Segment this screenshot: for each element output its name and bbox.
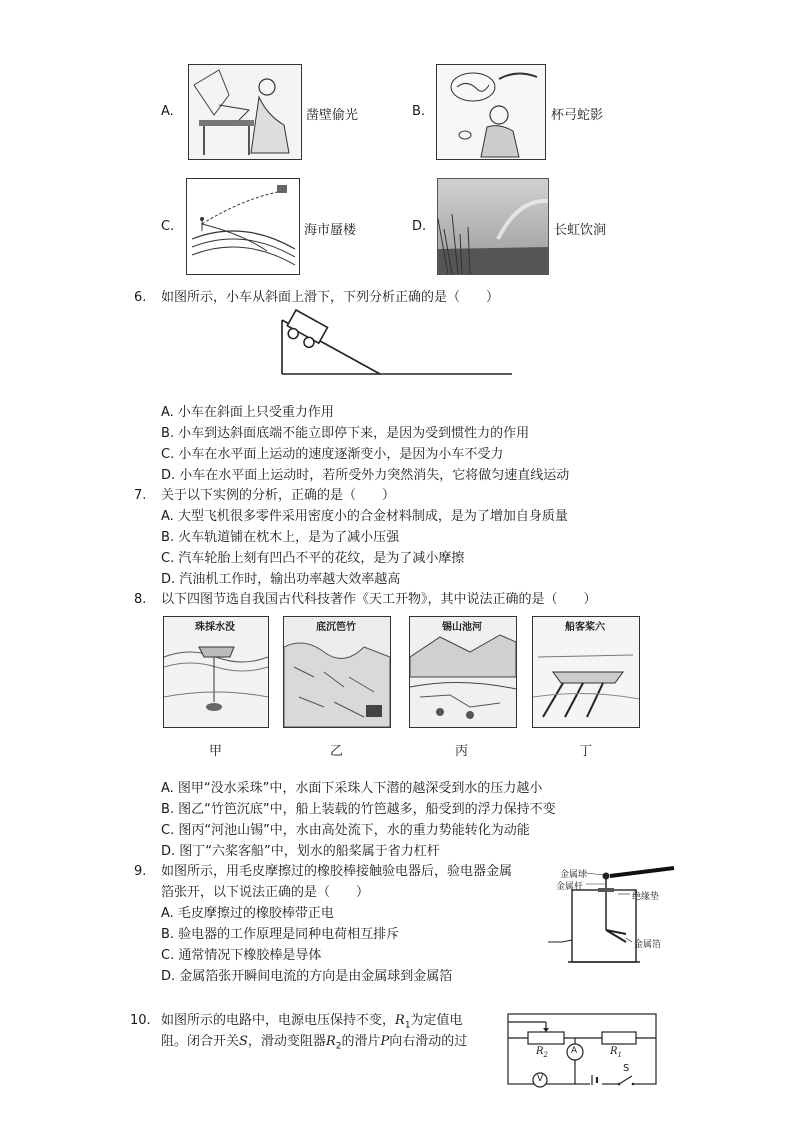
q7-option-c: C. 汽车轮胎上刻有凹凸不平的花纹，是为了减小摩擦 [161, 551, 465, 566]
q8-panel-jia-label: 甲 [209, 744, 223, 759]
q6-incline-figure [280, 306, 515, 378]
q7-option-d: D. 汽油机工作时，输出功率越大效率越高 [161, 572, 401, 587]
q7-option-b: B. 火车轨道铺在枕木上，是为了减小压强 [161, 530, 400, 545]
q5-option-d-letter: D. [412, 219, 427, 234]
q6-option-c: C. 小车在水平面上运动的速度逐渐变小，是因为小车不受力 [161, 447, 504, 462]
q9-option-a: A. 毛皮摩擦过的橡胶棒带正电 [161, 906, 334, 921]
q10-stem-line2: 阻。闭合开关S，滑动变阻器$R_2$的滑片P向右滑动的过 [161, 1034, 468, 1052]
q7-stem: 关于以下实例的分析，正确的是（ ） [161, 488, 396, 503]
q5-option-b-caption: 杯弓蛇影 [551, 108, 604, 123]
q9-stem-line1: 如图所示，用毛皮摩擦过的橡胶棒接触验电器后，验电器金属 [161, 864, 513, 879]
q8-option-b: B. 图乙“竹笆沉底”中，船上装载的竹笆越多，船受到的浮力保持不变 [161, 802, 556, 817]
q10-ammeter-icon: A [571, 1046, 578, 1056]
q5-option-d-caption: 长虹饮涧 [554, 223, 607, 238]
q9-option-d: D. 金属箔张开瞬间电流的方向是由金属球到金属箔 [161, 969, 453, 984]
q5-option-c-caption: 海市蜃楼 [304, 223, 357, 238]
q8-option-d: D. 图丁“六桨客船”中，划水的船桨属于省力杠杆 [161, 844, 440, 859]
q9-option-b: B. 验电器的工作原理是同种电荷相互排斥 [161, 927, 400, 942]
q6-option-d: D. 小车在水平面上运动时，若所受外力突然消失，它将做匀速直线运动 [161, 468, 570, 483]
q8-option-a: A. 图甲“没水采珠”中，水面下采珠人下潜的越深受到水的压力越小 [161, 781, 543, 796]
q5-option-c-image [186, 178, 300, 275]
q5-option-b-letter: B. [412, 104, 426, 119]
q8-panel-bing-label: 丙 [455, 744, 469, 759]
q10-label-r2: $R_2$ [536, 1046, 548, 1059]
q6-option-a: A. 小车在斜面上只受重力作用 [161, 405, 334, 420]
q9-label-rod: 金属杆 [556, 882, 584, 892]
q8-number: 8. [134, 592, 147, 607]
q8-panel-ding-label: 丁 [579, 744, 593, 759]
q10-stem-line1: 如图所示的电路中，电源电压保持不变，$R_1$为定值电 [161, 1013, 463, 1031]
q6-number: 6. [134, 290, 147, 305]
q8-panel-ding-title: 船客桨六 [565, 622, 605, 633]
q10-switch-label: S [623, 1063, 630, 1074]
q9-number: 9. [134, 864, 147, 879]
q6-option-b: B. 小车到达斜面底端不能立即停下来，是因为受到惯性力的作用 [161, 426, 530, 441]
q9-option-c: C. 通常情况下橡胶棒是导体 [161, 948, 322, 963]
q5-option-b-image [436, 64, 546, 160]
q10-number: 10. [130, 1013, 151, 1028]
q8-panel-jia-title: 珠採水没 [195, 622, 235, 633]
q9-label-insulator: 绝缘垫 [632, 892, 660, 902]
q5-option-a-letter: A. [161, 104, 174, 119]
q5-option-a-caption: 凿壁偷光 [306, 108, 359, 123]
q9-stem-line2: 箔张开，以下说法正确的是（ ） [161, 885, 370, 900]
q5-option-a-image [188, 64, 302, 160]
q8-option-c: C. 图丙“河池山锡”中，水由高处流下，水的重力势能转化为动能 [161, 823, 530, 838]
q8-panel-yi-label: 乙 [330, 744, 344, 759]
q9-label-foil: 金属箔 [634, 940, 662, 950]
q10-circuit-figure [506, 1012, 658, 1088]
q10-label-r1: $R_1$ [610, 1046, 622, 1059]
q5-option-d-image [437, 178, 549, 275]
q6-stem: 如图所示，小车从斜面上滑下，下列分析正确的是（ ） [161, 290, 500, 305]
q5-option-c-letter: C. [161, 219, 175, 234]
q10-voltmeter-icon: V [537, 1074, 544, 1084]
q7-number: 7. [134, 488, 147, 503]
q8-panel-bing-title: 锡山池河 [442, 622, 482, 633]
q8-stem: 以下四图节选自我国古代科技著作《天工开物》，其中说法正确的是（ ） [161, 592, 597, 607]
q7-option-a: A. 大型飞机很多零件采用密度小的合金材料制成，是为了增加自身质量 [161, 509, 568, 524]
q9-label-ball: 金属球 [560, 870, 588, 880]
q8-panel-yi-title: 底沉笆竹 [316, 622, 356, 633]
